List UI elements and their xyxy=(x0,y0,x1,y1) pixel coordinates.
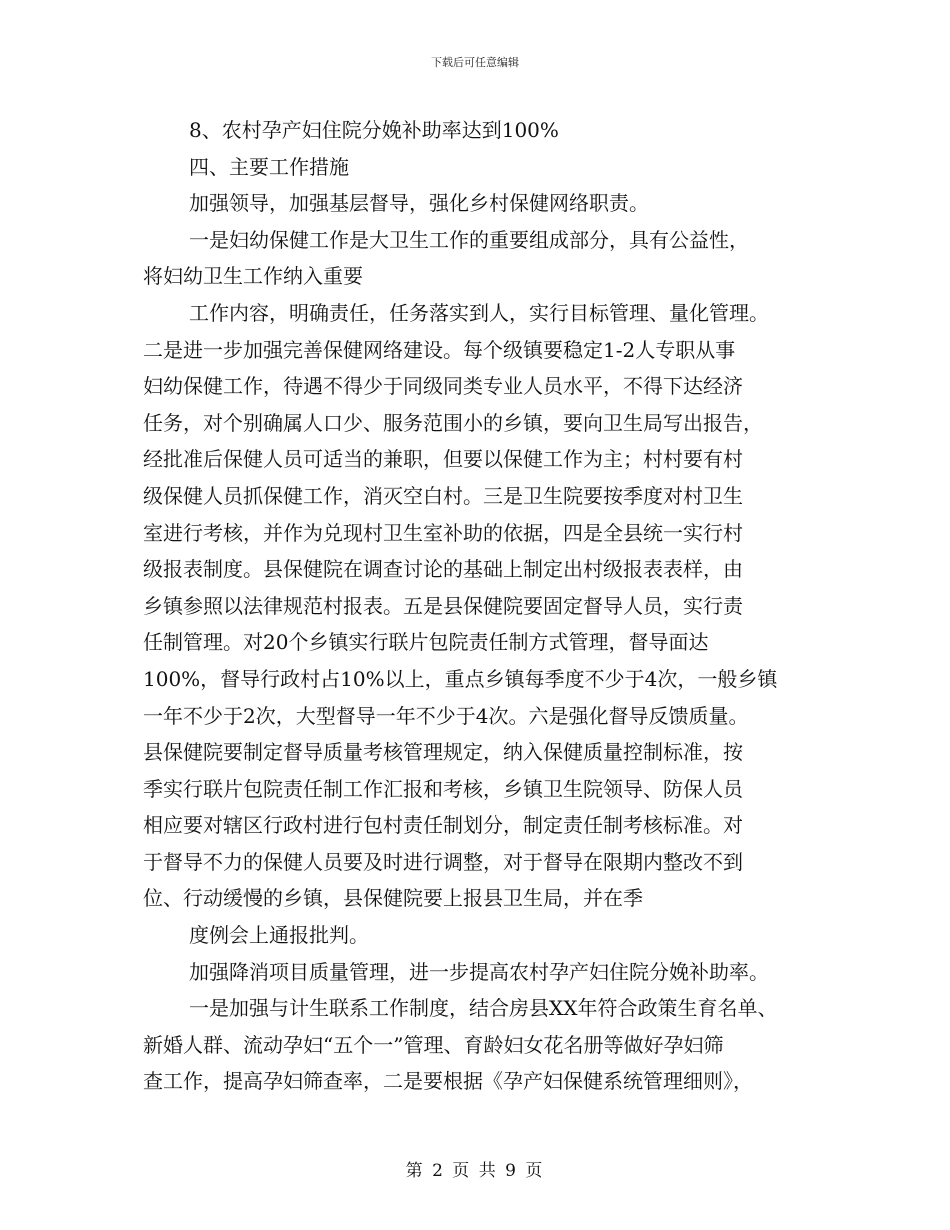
text-line: 查工作，提高孕妇筛查率，二是要根据《孕产妇保健系统管理细则》， xyxy=(143,1069,753,1094)
text-line: 一年不少于2次，大型督导一年不少于4次。六是强化督导反馈质量。 xyxy=(143,703,749,728)
text-line: 位、行动缓慢的乡镇，县保健院要上报县卫生局，并在季 xyxy=(143,886,643,911)
text-line: 将妇幼卫生工作纳入重要 xyxy=(143,264,363,289)
text-line: 任务，对个别确属人口少、服务范围小的乡镇，要向卫生局写出报告， xyxy=(143,410,763,435)
text-line: 乡镇参照以法律规范村报表。五是县保健院要固定督导人员，实行责 xyxy=(143,593,743,618)
text-line: 四、主要工作措施 xyxy=(189,154,349,179)
text-line: 妇幼保健工作，待遇不得少于同级同类专业人员水平，不得下达经济 xyxy=(143,374,743,399)
text-line: 100%，督导行政村占10%以上，重点乡镇每季度不少于4次，一般乡镇 xyxy=(143,666,778,691)
text-line: 室进行考核，并作为兑现村卫生室补助的依据，四是全县统一实行村 xyxy=(143,520,743,545)
text-line: 级保健人员抓保健工作，消灭空白村。三是卫生院要按季度对村卫生 xyxy=(143,483,743,508)
text-line: 于督导不力的保健人员要及时进行调整，对于督导在限期内整改不到 xyxy=(143,849,743,874)
text-line: 任制管理。对20个乡镇实行联片包院责任制方式管理，督导面达 xyxy=(143,630,709,655)
text-line: 县保健院要制定督导质量考核管理规定，纳入保健质量控制标准，按 xyxy=(143,740,743,765)
text-line: 加强领导，加强基层督导，强化乡村保健网络职责。 xyxy=(189,191,649,216)
text-line: 经批准后保健人员可适当的兼职，但要以保健工作为主；村村要有村 xyxy=(143,447,743,472)
body-text xyxy=(143,112,823,1100)
text-line: 相应要对辖区行政村进行包村责任制划分，制定责任制考核标准。对 xyxy=(143,813,743,838)
page-header: 下载后可任意编辑 xyxy=(431,56,519,69)
text-line: 8、农村孕产妇住院分娩补助率达到100% xyxy=(189,118,559,142)
text-line: 一是妇幼保健工作是大卫生工作的重要组成部分，具有公益性， xyxy=(189,227,749,252)
text-line: 新婚人群、流动孕妇“五个一”管理、育龄妇女花名册等做好孕妇筛 xyxy=(143,1032,724,1057)
text-line: 二是进一步加强完善保健网络建设。每个级镇要稳定1-2人专职从事 xyxy=(143,337,736,362)
text-line: 级报表制度。县保健院在调查讨论的基础上制定出村级报表表样，由 xyxy=(143,557,743,582)
text-line: 季实行联片包院责任制工作汇报和考核，乡镇卫生院领导、防保人员 xyxy=(143,776,743,801)
text-line: 工作内容，明确责任，任务落实到人，实行目标管理、量化管理。 xyxy=(189,300,769,325)
text-line: 一是加强与计生联系工作制度，结合房县XX年符合政策生育名单、 xyxy=(189,996,778,1021)
text-line: 加强降消项目质量管理，进一步提高农村孕产妇住院分娩补助率。 xyxy=(189,959,769,984)
page-number: 第 2 页 共 9 页 xyxy=(405,1161,545,1181)
text-line: 度例会上通报批判。 xyxy=(189,923,369,948)
